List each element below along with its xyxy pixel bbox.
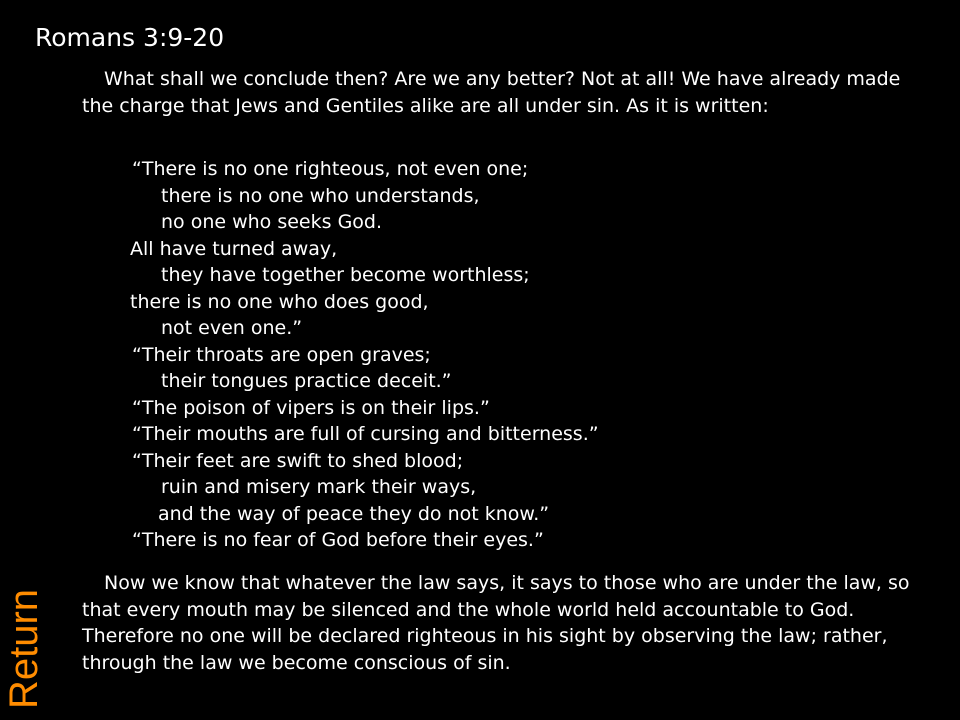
return-button[interactable]	[0, 577, 48, 720]
poem-line: and the way of peace they do not know.”	[158, 502, 550, 525]
poem-line: “Their throats are open graves;	[132, 343, 431, 366]
scripture-quote	[130, 156, 599, 554]
poem-line: there is no one who does good,	[130, 290, 429, 313]
poem-line: “There is no fear of God before their eyes.”	[132, 529, 544, 551]
intro-paragraph: What shall we conclude then? Are we any better? Not at all! We have already made the charge that Jews and Gentiles alike are all under sin. As it is written:	[82, 68, 901, 117]
slide-title: Romans 3:9-20	[35, 23, 225, 52]
closing-paragraph: Now we know that whatever the law says, it says to those who are under the law, so that every mouth may be silenced and the whole world held accountable to God. Therefore no one will be declared righteous in his sight by observing the law; rather, through the law we become conscious of sin.	[82, 572, 910, 674]
poem-line: not even one.”	[161, 317, 303, 339]
return-label: Return	[2, 588, 46, 710]
poem-line: their tongues practice deceit.”	[161, 370, 452, 392]
poem-line: there is no one who understands,	[161, 184, 480, 207]
poem-line: ruin and misery mark their ways,	[161, 476, 477, 498]
poem-line: “Their feet are swift to shed blood;	[132, 449, 464, 472]
poem-line: “Their mouths are full of cursing and bitterness.”	[132, 423, 599, 445]
poem-line: “The poison of vipers is on their lips.”	[132, 396, 490, 419]
poem-line: no one who seeks God.	[161, 211, 383, 233]
poem-line: All have turned away,	[130, 237, 338, 260]
poem-line: “There is no one righteous, not even one;	[132, 158, 529, 180]
poem-line: they have together become worthless;	[161, 264, 530, 286]
